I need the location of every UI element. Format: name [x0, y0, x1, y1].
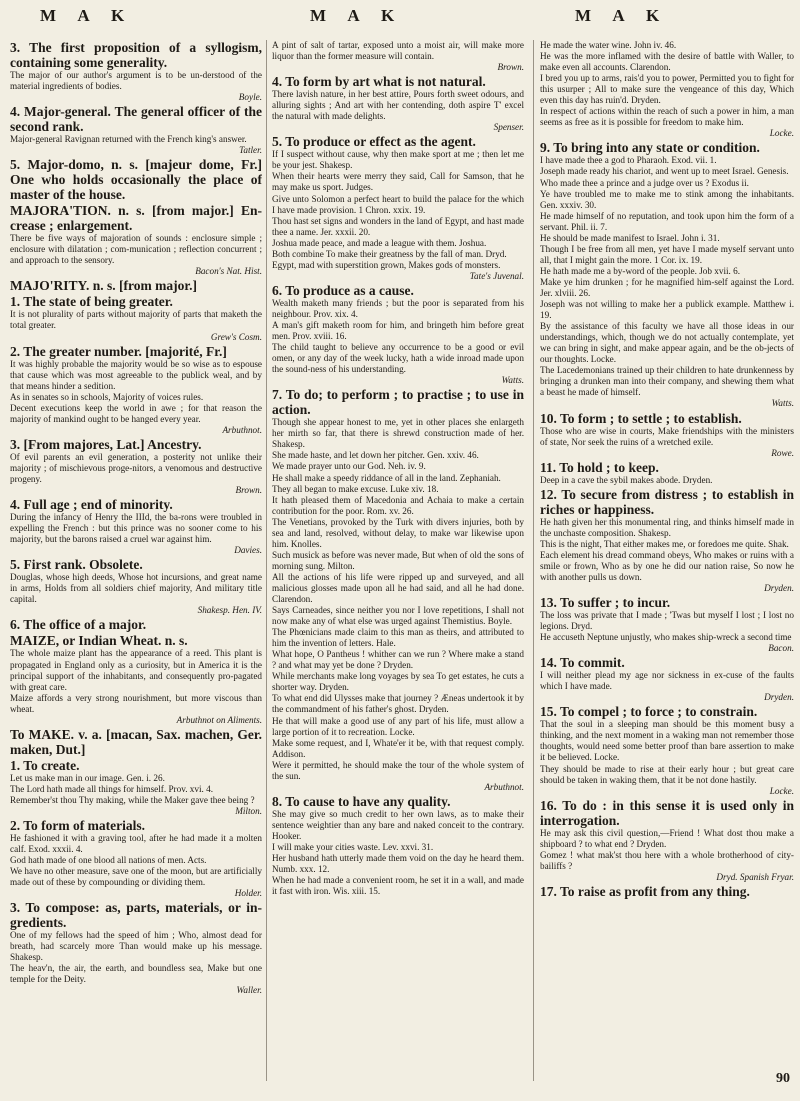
- entry-quotation: They all began to make excuse. Luke xiv. 18.: [272, 483, 439, 494]
- entry-quotation: I have made thee a god to Pharaoh. Exod. vii. 1.: [540, 155, 717, 166]
- entry-quotation: He accuseth Neptune unjustly, who makes ship-wreck a second time: [540, 632, 792, 643]
- entry-quotation: Joseph was not willing to make her a publick example. Matthew i. 19.: [540, 299, 794, 321]
- entry-quotation: While merchants make long voyages by sea To get estates, he cuts a shorter way. Dryden.: [272, 671, 524, 693]
- entry-quotation: Though I be free from all men, yet have I made myself servant unto all, that I might gain the more. 1 Cor. ix. 19.: [540, 243, 794, 265]
- entry-headword: 2. To form of materials.: [10, 817, 145, 833]
- entry-quotation: Gomez ! what mak'st thou here with a whole brotherhood of city-bailiffs ?: [540, 849, 794, 871]
- entry-source: Spenser.: [493, 122, 524, 133]
- entry-source: Locke.: [769, 128, 794, 139]
- entry-quotation: Let us make man in our image. Gen. i. 26.: [10, 772, 165, 783]
- entry-quotation: He that will make a good use of any part of his life, must allow a large portion of it to recreation. Locke.: [272, 715, 524, 737]
- entry-headword: 6. To produce as a cause.: [272, 282, 414, 298]
- entry-source: Shakesp. Hen. IV.: [197, 605, 262, 616]
- entry-headword: 1. To create.: [10, 757, 80, 773]
- entry-quotation: He made himself of no reputation, and took upon him the form of a servant. Phil. ii. 7.: [540, 210, 794, 232]
- dictionary-entry: [272, 74, 524, 133]
- entry-quotation: Douglas, whose high deeds, Whose hot incursions, and great name in arms, Holds from all soldiers chief majority, And military title capital.: [10, 572, 262, 605]
- dictionary-entry: [10, 617, 262, 632]
- entry-headword: 4. Major-general. The general officer of the second rank.: [10, 104, 262, 135]
- entry-quotation: When he had made a convenient room, he set it in a wall, and made it fast with iron. Wis. xiii. 15.: [272, 875, 524, 897]
- entry-headword: 2. The greater number. [majorité, Fr.]: [10, 343, 227, 359]
- entry-headword: 3. To compose: as, parts, materials, or in-gredients.: [10, 900, 262, 931]
- entry-quotation: God hath made of one blood all nations of men. Acts.: [10, 855, 207, 866]
- entry-quotation: He hath given her this monumental ring, and thinks himself made in the unchaste composition. Shakesp.: [540, 516, 794, 538]
- entry-quotation: To what end did Ulysses make that journey ? Æneas undertook it by the commandment of his father's ghost. Dryden.: [272, 693, 524, 715]
- entry-headword: 9. To bring into any state or condition.: [540, 140, 760, 156]
- entry-headword: 12. To secure from distress ; to establish in riches or happiness.: [540, 486, 794, 517]
- dictionary-entry: [10, 497, 262, 556]
- entry-headword: 8. To cause to have any quality.: [272, 793, 451, 809]
- dictionary-entry: [272, 283, 524, 386]
- entry-source: Davies.: [234, 545, 262, 556]
- page-number: 90: [776, 1071, 790, 1086]
- entry-quotation: The child taught to believe any occurrence to be a good or evil omen, or any day of the week lucky, hath a wide inroad made upon the sound-ness of his understanding.: [272, 342, 524, 375]
- entry-quotation: The loss was private that I made ; 'Twas but myself I lost ; I lost no legions. Dryd.: [540, 610, 794, 632]
- dictionary-entry: [540, 487, 794, 594]
- dictionary-entry: [540, 411, 794, 459]
- entry-source: Arbuthnot on Aliments.: [176, 714, 262, 725]
- dictionary-entry: [10, 294, 262, 342]
- dictionary-entry: [10, 344, 262, 436]
- entry-quotation: Make ye him drunken ; for he magnified him-self against the Lord. Jer. xlviii. 26.: [540, 276, 794, 298]
- entry-quotation: Those who are wise in courts, Make friendships with the ministers of state, Nor seek the ruins of a wretched exile.: [540, 425, 794, 447]
- entry-quotation: Egypt, mad with superstition grown, Makes gods of monsters.: [272, 259, 501, 270]
- dictionary-entry: [10, 557, 262, 616]
- column-right: [540, 40, 794, 1080]
- dictionary-entry: [540, 40, 794, 139]
- entry-quotation: The Venetians, provoked by the Turk with divers injuries, both by sea and land, resolved, without delay, to make war likewise upon him. Knolles.: [272, 516, 524, 549]
- entry-headword: 16. To do : in this sense it is used only in interrogation.: [540, 797, 794, 828]
- dictionary-entry: [10, 758, 262, 817]
- entry-quotation: All the actions of his life were ripped up and surveyed, and all malicious glosses made upon all he had said, and all he had done. Clarendon.: [272, 571, 524, 605]
- entry-quotation: Make some request, and I, Whate'er it be, with that request comply. Addison.: [272, 737, 524, 759]
- entry-source: Dryden.: [764, 692, 794, 703]
- entry-source: Bacon's Nat. Hist.: [195, 266, 262, 277]
- entry-source: Arbuthnot.: [222, 424, 262, 435]
- entry-quotation: He hath made me a by-word of the people. Job xvii. 6.: [540, 265, 741, 276]
- dictionary-entry: [10, 437, 262, 496]
- entry-quotation: There be five ways of majoration of sounds : enclosure simple ; enclosure with dilatation ; com-munication ; reflection concurrent ; and approach to the sensory.: [10, 233, 262, 266]
- running-header-center: M A K: [310, 6, 404, 25]
- entry-quotation: What hope, O Pantheus ! whither can we run ? Where make a stand ? and what may yet be done ? Dryden.: [272, 649, 524, 671]
- entry-quotation: Each element his dread command obeys, Who makes or ruins with a smile or frown, Who as by one he did our nation raise, So now he with another pulls us down.: [540, 549, 794, 582]
- entry-headword: 4. To form by art what is not natural.: [272, 74, 486, 90]
- entry-quotation: Major-general Ravignan returned with the French king's answer.: [10, 134, 247, 145]
- entry-headword: MAIZE, or Indian Wheat. n. s.: [10, 633, 188, 649]
- column-middle: [272, 40, 524, 1080]
- entry-quotation: If I suspect without cause, why then make sport at me ; then let me be your jest. Shakesp.: [272, 149, 524, 171]
- entry-quotation: As in senates so in schools, Majority of voices rules.: [10, 391, 204, 402]
- entry-headword: 14. To commit.: [540, 655, 625, 671]
- entry-source: Rowe.: [771, 447, 794, 458]
- entry-quotation: During the infancy of Henry the IIId, the ba-rons were troubled in expelling the French : but this prince was no sooner come to his majority, but the barons raised a cruel war against him.: [10, 512, 262, 545]
- entry-quotation: I bred you up to arms, rais'd you to power, Permitted you to fight for this usurper ; All to make sure the vengeance of this day, Which even this day has ruin'd. Dryden.: [540, 73, 794, 106]
- entry-source: Dryd. Spanish Fryar.: [716, 871, 794, 882]
- entry-quotation: Joseph made ready his chariot, and went up to meet Israel. Genesis.: [540, 166, 789, 177]
- entry-headword: 10. To form ; to settle ; to establish.: [540, 410, 742, 426]
- entry-source: Brown.: [235, 485, 262, 496]
- entry-quotation: He was the more inflamed with the desire of battle with Waller, to make even all accounts. Clarendon.: [540, 51, 794, 73]
- entry-quotation: The major of our author's argument is to be un-derstood of the material ingredients of bodies.: [10, 70, 262, 92]
- entry-source: Arbuthnot.: [484, 781, 524, 792]
- entry-quotation: Were it permitted, he should make the tour of the whole system of the sun.: [272, 759, 524, 781]
- entry-quotation: Decent executions keep the world in awe ; for that reason the majority of mankind ought to be hanged every year.: [10, 402, 262, 424]
- entry-quotation: Wealth maketh many friends ; but the poor is separated from his neighbour. Prov. xix. 4.: [272, 297, 524, 319]
- entry-quotation: Maize affords a very strong nourishment, but more viscous than wheat.: [10, 692, 262, 714]
- entry-headword: MAJO'RITY. n. s. [from major.]: [10, 278, 197, 294]
- entry-quotation: The Lord hath made all things for himself. Prov. xvi. 4.: [10, 783, 214, 794]
- entry-quotation: He fashioned it with a graving tool, after he had made it a molten calf. Exod. xxxii. 4.: [10, 832, 262, 855]
- entry-headword: 13. To suffer ; to incur.: [540, 595, 671, 611]
- dictionary-entry: [10, 900, 262, 996]
- entry-quotation: That the soul in a sleeping man should be this moment busy a thinking, and the next moment in a waking man not remember those thoughts, would need some better proof than bare assertion to make it be believed. Locke.: [540, 719, 794, 763]
- column-divider: [266, 40, 267, 1081]
- entry-quotation: It is not plurality of parts without majority of parts that maketh the total greater.: [10, 309, 262, 331]
- dictionary-entry: [10, 40, 262, 103]
- dictionary-entry: [540, 798, 794, 883]
- entry-headword: 6. The office of a major.: [10, 617, 147, 633]
- entry-quotation: I will make your cities waste. Lev. xxvi. 31.: [272, 842, 434, 852]
- entry-source: Locke.: [769, 785, 794, 796]
- entry-quotation: By the assistance of this faculty we have all those ideas in our understandings, which, though we do not actually contemplate, yet we can bring in sight, and make appear again, and be the ob-jects of our thoughts. Locke.: [540, 321, 794, 365]
- entry-quotation: Thou hast set signs and wonders in the land of Egypt, and hast made thee a name. Jer. xxxii. 20.: [272, 215, 524, 237]
- entry-source: Bacon.: [768, 643, 794, 654]
- column-divider: [533, 40, 534, 1081]
- entry-quotation: I will neither plead my age nor sickness in ex-cuse of the faults which I have made.: [540, 670, 794, 692]
- entry-quotation: They should be made to rise at their early hour ; but great care should be taken in waking them, that it be not done hastily.: [540, 763, 794, 785]
- entry-quotation: Ye have troubled me to make me to stink among the inhabitants. Gen. xxxiv. 30.: [540, 188, 794, 210]
- dictionary-entry: [10, 104, 262, 156]
- entry-source: Milton.: [235, 805, 262, 816]
- entry-headword: 5. Major-domo, n. s. [majeur dome, Fr.] One who holds occasionally the place of master of the house.: [10, 157, 262, 203]
- dictionary-entry: [10, 157, 262, 202]
- entry-headword: MAJORA'TION. n. s. [from major.] En-crease ; enlargement.: [10, 203, 262, 234]
- running-header-left: M A K: [40, 6, 134, 25]
- dictionary-entry: [10, 203, 262, 277]
- entry-quotation: One of my fellows had the speed of him ; Who, almost dead for breath, had scarcely more Than would make up his message. Shakesp.: [10, 930, 262, 963]
- entry-source: Boyle.: [238, 92, 262, 103]
- entry-quotation: Who made thee a prince and a judge over us ? Exodus ii.: [540, 177, 749, 188]
- entry-quotation: The heav'n, the air, the earth, and boundless sea, Make but one temple for the Deity.: [10, 963, 262, 985]
- dictionary-entry: [272, 387, 524, 793]
- entry-quotation: He may ask this civil question,—Friend ! What dost thou make a shipboard ? to what end ? Dryden.: [540, 827, 794, 849]
- dictionary-entry: [272, 134, 524, 282]
- entry-quotation: This is the night, That either makes me, or foredoes me quite. Shak.: [540, 538, 789, 549]
- entry-quotation: Joshua made peace, and made a league with them. Joshua.: [272, 237, 487, 248]
- entry-quotation: We have no other measure, save one of the moon, but are artificially made out of these by compounding or dividing them.: [10, 866, 262, 888]
- entry-source: Holder.: [234, 888, 262, 899]
- entry-quotation: When their hearts were merry they said, Call for Samson, that he may make us sport. Judges.: [272, 171, 524, 193]
- dictionary-entry: [10, 727, 262, 757]
- entry-source: Brown.: [497, 62, 524, 73]
- running-header-right: M A K: [575, 6, 669, 25]
- dictionary-entry: [540, 595, 794, 654]
- entry-headword: 4. Full age ; end of minority.: [10, 497, 173, 513]
- column-left: [10, 40, 262, 1080]
- entry-quotation: Both combine To make their greatness by the fall of man. Dryd.: [272, 248, 507, 259]
- entry-source: Grew's Cosm.: [210, 331, 262, 342]
- entry-quotation: In respect of actions within the reach of such a power in him, a man seems as free as it is possible for freedom to make him.: [540, 106, 794, 128]
- entry-source: Tatler.: [239, 145, 262, 156]
- entry-quotation: Says Carneades, since neither you nor I love repetitions, I shall not now make any of what else was urged against Themistius. Boyle.: [272, 605, 524, 627]
- entry-quotation: Deep in a cave the sybil makes abode. Dryden.: [540, 474, 713, 485]
- entry-headword: 5. First rank. Obsolete.: [10, 557, 143, 573]
- entry-quotation: A man's gift maketh room for him, and bringeth him before great men. Prov. xviii. 16.: [272, 319, 524, 342]
- entry-headword: 17. To raise as profit from any thing.: [540, 883, 750, 899]
- entry-source: Dryden.: [764, 582, 794, 593]
- entry-quotation: Give unto Solomon a perfect heart to build the palace for the which I have made provision. 1 Chron. xxix. 19.: [272, 193, 524, 215]
- entry-headword: 5. To produce or effect as the agent.: [272, 134, 476, 150]
- entry-quotation: Her husband hath utterly made them void on the day he heard them. Numb. xxx. 12.: [272, 853, 524, 875]
- entry-quotation: A pint of salt of tartar, exposed unto a moist air, will make more liquor than the former measure will contain.: [272, 40, 524, 62]
- dictionary-entry: [272, 40, 524, 73]
- dictionary-entry: [540, 884, 794, 899]
- entry-quotation: It was highly probable the majority would be so wise as to espouse that cause which was most agreeable to the publick weal, and by that means hinder a sedition.: [10, 358, 262, 391]
- dictionary-entry: [540, 655, 794, 703]
- entry-quotation: Of evil parents an evil generation, a posterity not unlike their majority ; of mischievous proge-nitors, a venomous and destructive progeny.: [10, 451, 262, 484]
- entry-headword: 3. The first proposition of a syllogism, containing some generality.: [10, 40, 262, 70]
- dictionary-entry: [10, 278, 262, 293]
- entry-source: Watts.: [771, 398, 794, 409]
- dictionary-entry: [540, 140, 794, 409]
- dictionary-entry: [272, 794, 524, 897]
- entry-quotation: He should be made manifest to Israel. John i. 31.: [540, 232, 720, 243]
- dictionary-entry: [10, 818, 262, 899]
- entry-headword: 3. [From majores, Lat.] Ancestry.: [10, 436, 202, 452]
- entry-headword: To MAKE. v. a. [macan, Sax. machen, Ger. maken, Dut.]: [10, 726, 262, 757]
- entry-quotation: There lavish nature, in her best attire, Pours forth sweet odours, and alluring sights ; And art with her contending, doth aspire T' excel the natural with made delights.: [272, 89, 524, 122]
- entry-headword: 11. To hold ; to keep.: [540, 459, 659, 475]
- entry-quotation: It hath pleased them of Macedonia and Achaia to make a certain contribution for the poor. Rom. xv. 26.: [272, 494, 524, 516]
- entry-quotation: We made prayer unto our God. Neh. iv. 9.: [272, 461, 426, 472]
- entry-quotation: She may give so much credit to her own laws, as to make their sentence weightier than any bare and naked conceit to the contrary. Hooker.: [272, 808, 524, 841]
- entry-source: Tate's Juvenal.: [469, 270, 524, 281]
- entry-quotation: The Lacedemonians trained up their children to hate drunkenness by bringing a drunken man into their company, and shewing them what a beast he made of himself.: [540, 365, 794, 398]
- entry-quotation: She made haste, and let down her pitcher. Gen. xxiv. 46.: [272, 450, 479, 461]
- entry-quotation: He made the water wine. John iv. 46.: [540, 40, 677, 50]
- entry-quotation: Remember'st thou Thy making, while the Maker gave thee being ?: [10, 794, 255, 805]
- entry-headword: 15. To compel ; to force ; to constrain.: [540, 704, 758, 720]
- entry-headword: 7. To do; to perform ; to practise ; to use in action.: [272, 387, 524, 418]
- dictionary-entry: [10, 633, 262, 725]
- entry-quotation: The whole maize plant has the appearance of a reed. This plant is propagated in England only as a curiosity, but in America it is the principal support of the inhabitants, and consequently pro-pagated with great care.: [10, 648, 262, 692]
- entry-source: Waller.: [236, 985, 262, 996]
- dictionary-entry: [540, 704, 794, 796]
- entry-quotation: Such musick as before was never made, But when of old the sons of morning sung. Milton.: [272, 549, 524, 571]
- entry-source: Watts.: [501, 375, 524, 386]
- entry-headword: 1. The state of being greater.: [10, 294, 173, 310]
- entry-quotation: He shall make a speedy riddance of all in the land. Zephaniah.: [272, 472, 501, 483]
- entry-quotation: Though she appear honest to me, yet in other places she enlargeth her mirth so far, that there is shrewd construction made of her. Shakesp.: [272, 417, 524, 450]
- entry-quotation: The Phœnicians made claim to this man as theirs, and attributed to him the invention of letters. Hale.: [272, 627, 524, 649]
- dictionary-entry: [540, 460, 794, 486]
